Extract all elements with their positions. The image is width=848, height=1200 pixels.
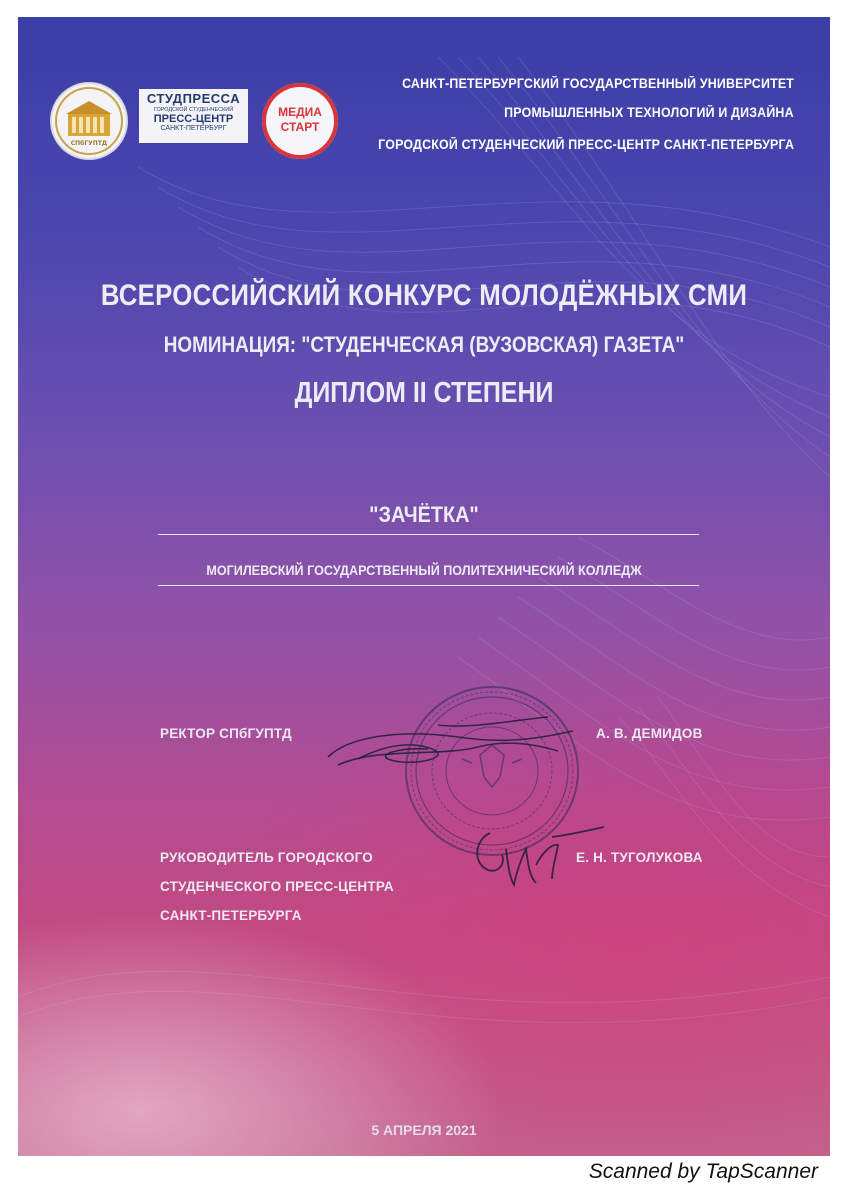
press-center-head-name: Е. Н. ТУГОЛУКОВА bbox=[576, 850, 703, 865]
head-signature bbox=[456, 809, 606, 889]
press-center-head-title-3: САНКТ-ПЕТЕРБУРГА bbox=[160, 908, 302, 923]
header-line-2: ПРОМЫШЛЕННЫХ ТЕХНОЛОГИЙ И ДИЗАЙНА bbox=[504, 105, 794, 120]
award-date: 5 АПРЕЛЯ 2021 bbox=[371, 1122, 477, 1138]
winner-name: "ЗАЧЁТКА" bbox=[369, 502, 479, 527]
header-line-3: ГОРОДСКОЙ СТУДЕНЧЕСКИЙ ПРЕСС-ЦЕНТР САНКТ-ПЕТЕРБУРГА bbox=[378, 137, 794, 152]
diploma-degree: ДИПЛОМ II СТЕПЕНИ bbox=[294, 377, 554, 409]
press-center-head-title-2: СТУДЕНЧЕСКОГО ПРЕСС-ЦЕНТРА bbox=[160, 879, 394, 894]
winner-name-underline bbox=[158, 534, 699, 535]
wave-pattern bbox=[18, 17, 830, 1156]
university-logo bbox=[52, 84, 126, 158]
studpressa-logo-sub: ГОРОДСКОЙ СТУДЕНЧЕСКИЙ bbox=[153, 107, 234, 113]
mediastart-logo bbox=[262, 83, 338, 159]
press-center-head-title-1: РУКОВОДИТЕЛЬ ГОРОДСКОГО bbox=[160, 850, 374, 865]
contest-title: ВСЕРОССИЙСКИЙ КОНКУРС МОЛОДЁЖНЫХ СМИ bbox=[100, 279, 748, 312]
studpressa-logo-press: ПРЕСС-ЦЕНТР bbox=[153, 113, 234, 125]
studpressa-logo bbox=[139, 89, 248, 143]
university-logo-caption: СПбГУПТД bbox=[70, 140, 108, 147]
winner-institution: МОГИЛЕВСКИЙ ГОСУДАРСТВЕННЫЙ ПОЛИТЕХНИЧЕСКИЙ КОЛЛЕДЖ bbox=[206, 562, 642, 578]
header-line-1: САНКТ-ПЕТЕРБУРГСКИЙ ГОСУДАРСТВЕННЫЙ УНИВЕРСИТЕТ bbox=[401, 76, 794, 91]
diploma-sheet bbox=[18, 17, 830, 1156]
winner-institution-underline bbox=[158, 585, 699, 586]
studpressa-logo-title: СТУДПРЕССА bbox=[146, 91, 241, 106]
mediastart-logo-line1: МЕДИА bbox=[278, 105, 322, 119]
rector-title: РЕКТОР СПбГУПТД bbox=[160, 726, 292, 741]
mediastart-logo-line2: СТАРТ bbox=[280, 120, 320, 134]
rector-signature bbox=[318, 707, 588, 777]
scanner-watermark: Scanned by TapScanner bbox=[588, 1160, 818, 1183]
contest-nomination: НОМИНАЦИЯ: "СТУДЕНЧЕСКАЯ (ВУЗОВСКАЯ) ГАЗЕТА" bbox=[163, 332, 685, 357]
studpressa-logo-city: САНКТ-ПЕТЕРБУРГ bbox=[160, 125, 227, 132]
rector-name: А. В. ДЕМИДОВ bbox=[596, 726, 703, 741]
